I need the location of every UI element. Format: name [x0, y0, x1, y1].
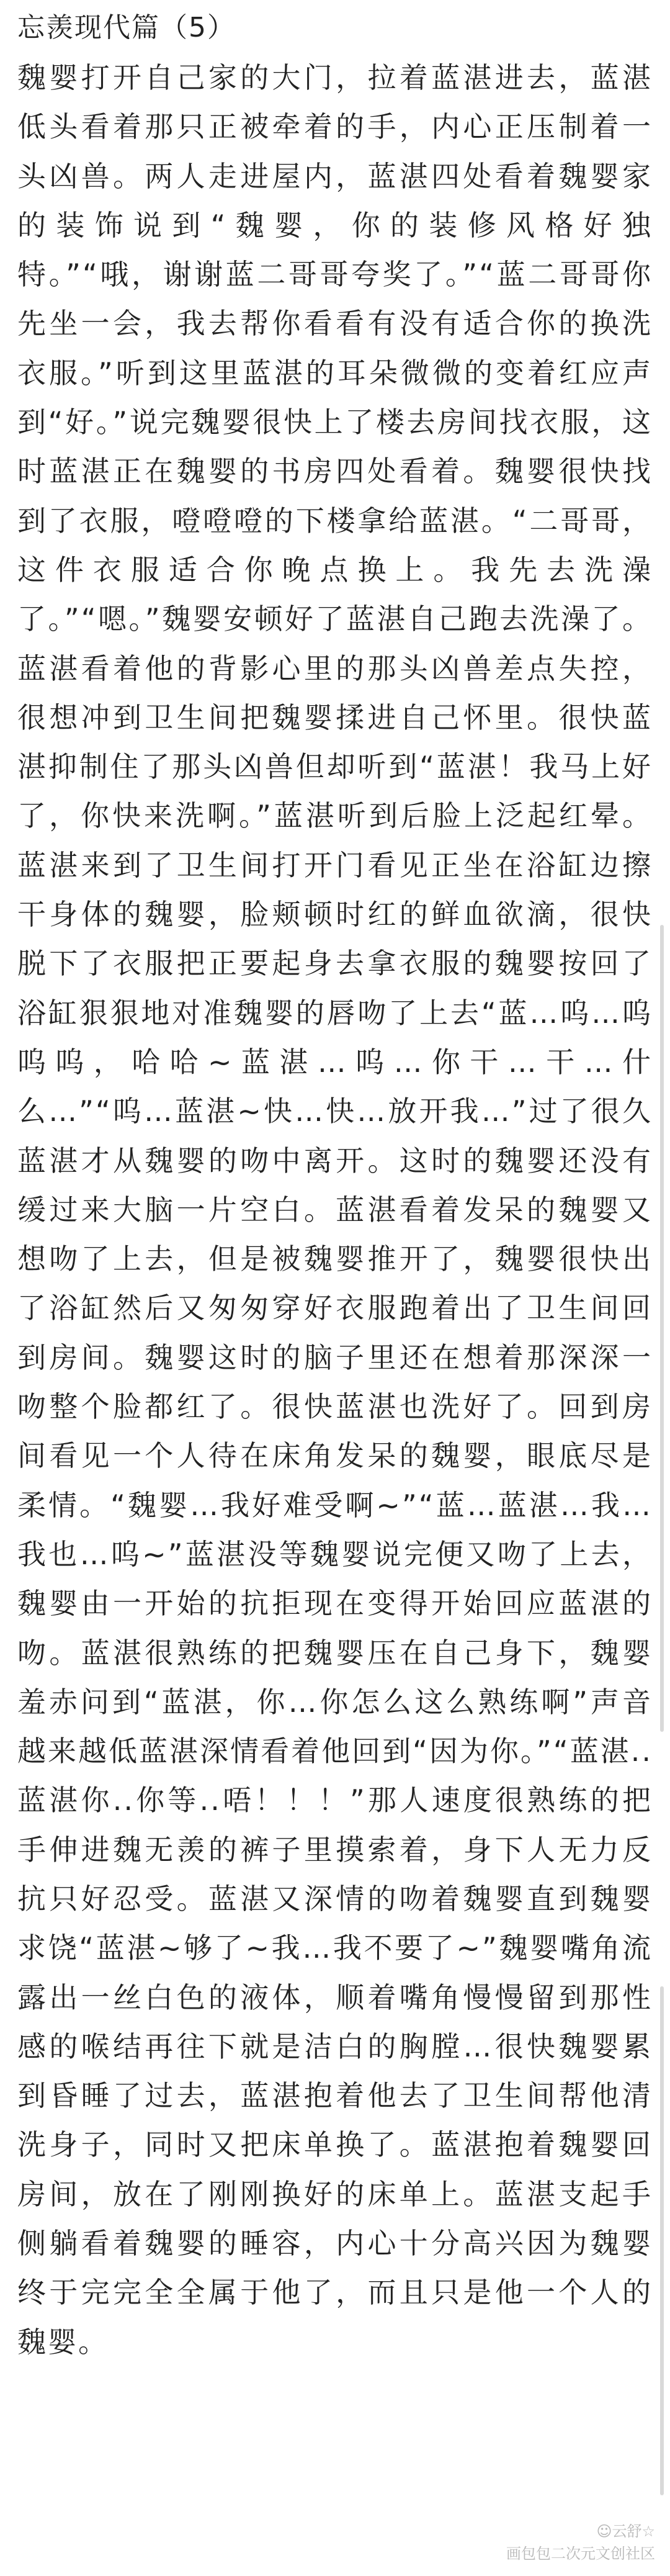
scrollbar-thumb-upper[interactable] — [660, 925, 664, 1732]
scrollbar-thumb-lower[interactable] — [660, 1986, 664, 2495]
watermark-community: 画包包二次元文创社区 — [506, 2545, 655, 2562]
watermark-author: ☺云舒☆ — [596, 2523, 655, 2540]
document-title: 忘羡现代篇（5） — [17, 12, 236, 43]
source-watermark — [506, 2520, 655, 2565]
document-body: 魏婴打开自己家的大门，拉着蓝湛进去，蓝湛低头看着那只正被牵着的手，内心正压制着一头凶兽。两人走进屋内，蓝湛四处看着魏婴家的装饰说到“魏婴，你的装修风格好独特。”“哦，谢谢蓝二哥哥夸奖了。”“蓝二哥哥你先坐一会，我去帮你看看有没有适合你的换洗衣服。”听到这里蓝湛的耳朵微微的变着红应声到“好。”说完魏婴很快上了楼去房间找衣服，这时蓝湛正在魏婴的书房四处看着。魏婴很快找到了衣服，噔噔噔的下楼拿给蓝湛。“二哥哥，这件衣服适合你晚点换上。我先去洗澡了。”“嗯。”魏婴安顿好了蓝湛自己跑去洗澡了。蓝湛看着他的背影心里的那头凶兽差点失控，很想冲到卫生间把魏婴揉进自己怀里。很快蓝湛抑制住了那头凶兽但却听到“蓝湛！我马上好了，你快来洗啊。”蓝湛听到后脸上泛起红晕。蓝湛来到了卫生间打开门看见正坐在浴缸边擦干身体的魏婴，脸颊顿时红的鲜血欲滴，很快脱下了衣服把正要起身去拿衣服的魏婴按回了浴缸狠狠地对准魏婴的唇吻了上去“蓝…呜…呜呜呜，哈哈~蓝湛…呜…你干…干…什么…”“呜…蓝湛~快…快…放开我…”过了很久蓝湛才从魏婴的吻中离开。这时的魏婴还没有缓过来大脑一片空白。蓝湛看着发呆的魏婴又想吻了上去，但是被魏婴推开了，魏婴很快出了浴缸然后又匆匆穿好衣服跑着出了卫生间回到房间。魏婴这时的脑子里还在想着那深深一吻整个脸都红了。很快蓝湛也洗好了。回到房间看见一个人待在床角发呆的魏婴，眼底尽是柔情。“魏婴…我好难受啊~”“蓝…蓝湛…我…我也…呜~”蓝湛没等魏婴说完便又吻了上去，魏婴由一开始的抗拒现在变得开始回应蓝湛的吻。蓝湛很熟练的把魏婴压在自己身下，魏婴羞赤问到“蓝湛，你…你怎么这么熟练啊”声音越来越低蓝湛深情看着他回到“因为你。”“蓝湛..蓝湛你..你等..唔！！！”那人速度很熟练的把手伸进魏无羡的裤子里摸索着，身下人无力反抗只好忍受。蓝湛又深情的吻着魏婴直到魏婴求饶“蓝湛~够了~我…我不要了~”魏婴嘴角流露出一丝白色的液体，顺着嘴角慢慢留到那性感的喉结再往下就是洁白的胸膛…很快魏婴累到昏睡了过去，蓝湛抱着他去了卫生间帮他清洗身子，同时又把床单换了。蓝湛抱着魏婴回房间，放在了刚刚换好的床单上。蓝湛支起手侧躺看着魏婴的睡容，内心十分高兴因为魏婴终于完完全全属于他了，而且只是他一个人的魏婴。 — [17, 61, 653, 2359]
